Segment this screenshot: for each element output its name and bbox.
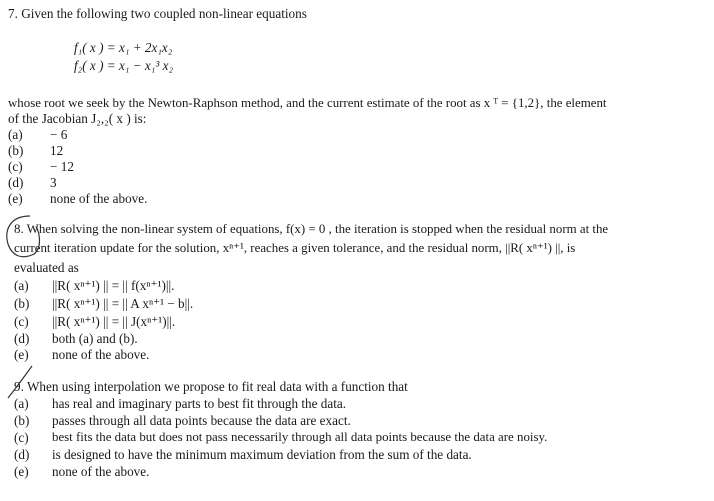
q9-option-d: is designed to have the minimum maximum deviation from the sum of the data. [52, 447, 472, 462]
q7-option-a-letter: (a) [8, 127, 23, 142]
q7-option-b-letter: (b) [8, 143, 24, 158]
q7-stem: 7. Given the following two coupled non-linear equations [8, 6, 307, 21]
q9-option-a: has real and imaginary parts to best fit through the data. [52, 396, 347, 411]
q8-line-3: evaluated as [14, 260, 79, 275]
q8-option-d-letter: (d) [14, 331, 30, 346]
q9-option-d-letter: (d) [14, 447, 30, 462]
q8-option-b-letter: (b) [14, 296, 30, 311]
q7-option-c: − 12 [50, 159, 74, 174]
q9-stem: 9. When using interpolation we propose to fit real data with a function that [14, 379, 408, 394]
q8-option-b: ||R( xⁿ⁺¹) || = || A xⁿ⁺¹ − b||. [52, 296, 194, 311]
q8-option-c: ||R( xⁿ⁺¹) || = || J(xⁿ⁺¹)||. [52, 314, 176, 329]
q8-line-1: 8. When solving the non-linear system of equations, f(x) = 0 , the iteration is stopped when the residual norm at the [14, 222, 609, 236]
q9-option-e-letter: (e) [14, 464, 29, 479]
q8-option-e: none of the above. [52, 347, 150, 362]
q8-option-d: both (a) and (b). [52, 331, 138, 346]
q8-line-2: current iteration update for the solution, xⁿ⁺¹, reaches a given tolerance, and the residual norm, ||R( xⁿ⁺¹) ||, is [14, 241, 576, 255]
q9-option-a-letter: (a) [14, 396, 29, 411]
q7-equation-1: f₁( x ) = x₁ + 2x₁x₂ [74, 40, 173, 55]
q9-slash-mark [8, 366, 32, 398]
q9-option-e: none of the above. [52, 464, 150, 479]
q9-option-b-letter: (b) [14, 413, 30, 428]
q8-option-a-letter: (a) [14, 278, 29, 293]
q7-option-d: 3 [50, 175, 57, 190]
q7-body-line-2: of the Jacobian J₂,₂( x ) is: [8, 111, 147, 126]
q7-option-e: none of the above. [50, 191, 148, 206]
q9-option-c-letter: (c) [14, 430, 29, 445]
q9-option-c: best fits the data but does not pass necessarily through all data points because the data are noisy. [52, 430, 548, 444]
q8-circle-mark [7, 216, 40, 257]
q7-option-c-letter: (c) [8, 159, 23, 174]
q7-body-line-1: whose root we seek by the Newton-Raphson method, and the current estimate of the root as x ᵀ = {1,2}, the element [8, 96, 607, 110]
q7-option-e-letter: (e) [8, 191, 23, 206]
q8-option-c-letter: (c) [14, 314, 29, 329]
q7-equation-2: f₂( x ) = x₁ − x₁³ x₂ [74, 58, 174, 73]
q9-option-b: passes through all data points because the data are exact. [52, 413, 351, 428]
q7-option-b: 12 [50, 143, 64, 158]
q8-option-e-letter: (e) [14, 347, 29, 362]
q7-option-a: − 6 [50, 127, 68, 142]
q7-option-d-letter: (d) [8, 175, 24, 190]
q8-option-a: ||R( xⁿ⁺¹) || = || f(xⁿ⁺¹)||. [52, 278, 175, 293]
